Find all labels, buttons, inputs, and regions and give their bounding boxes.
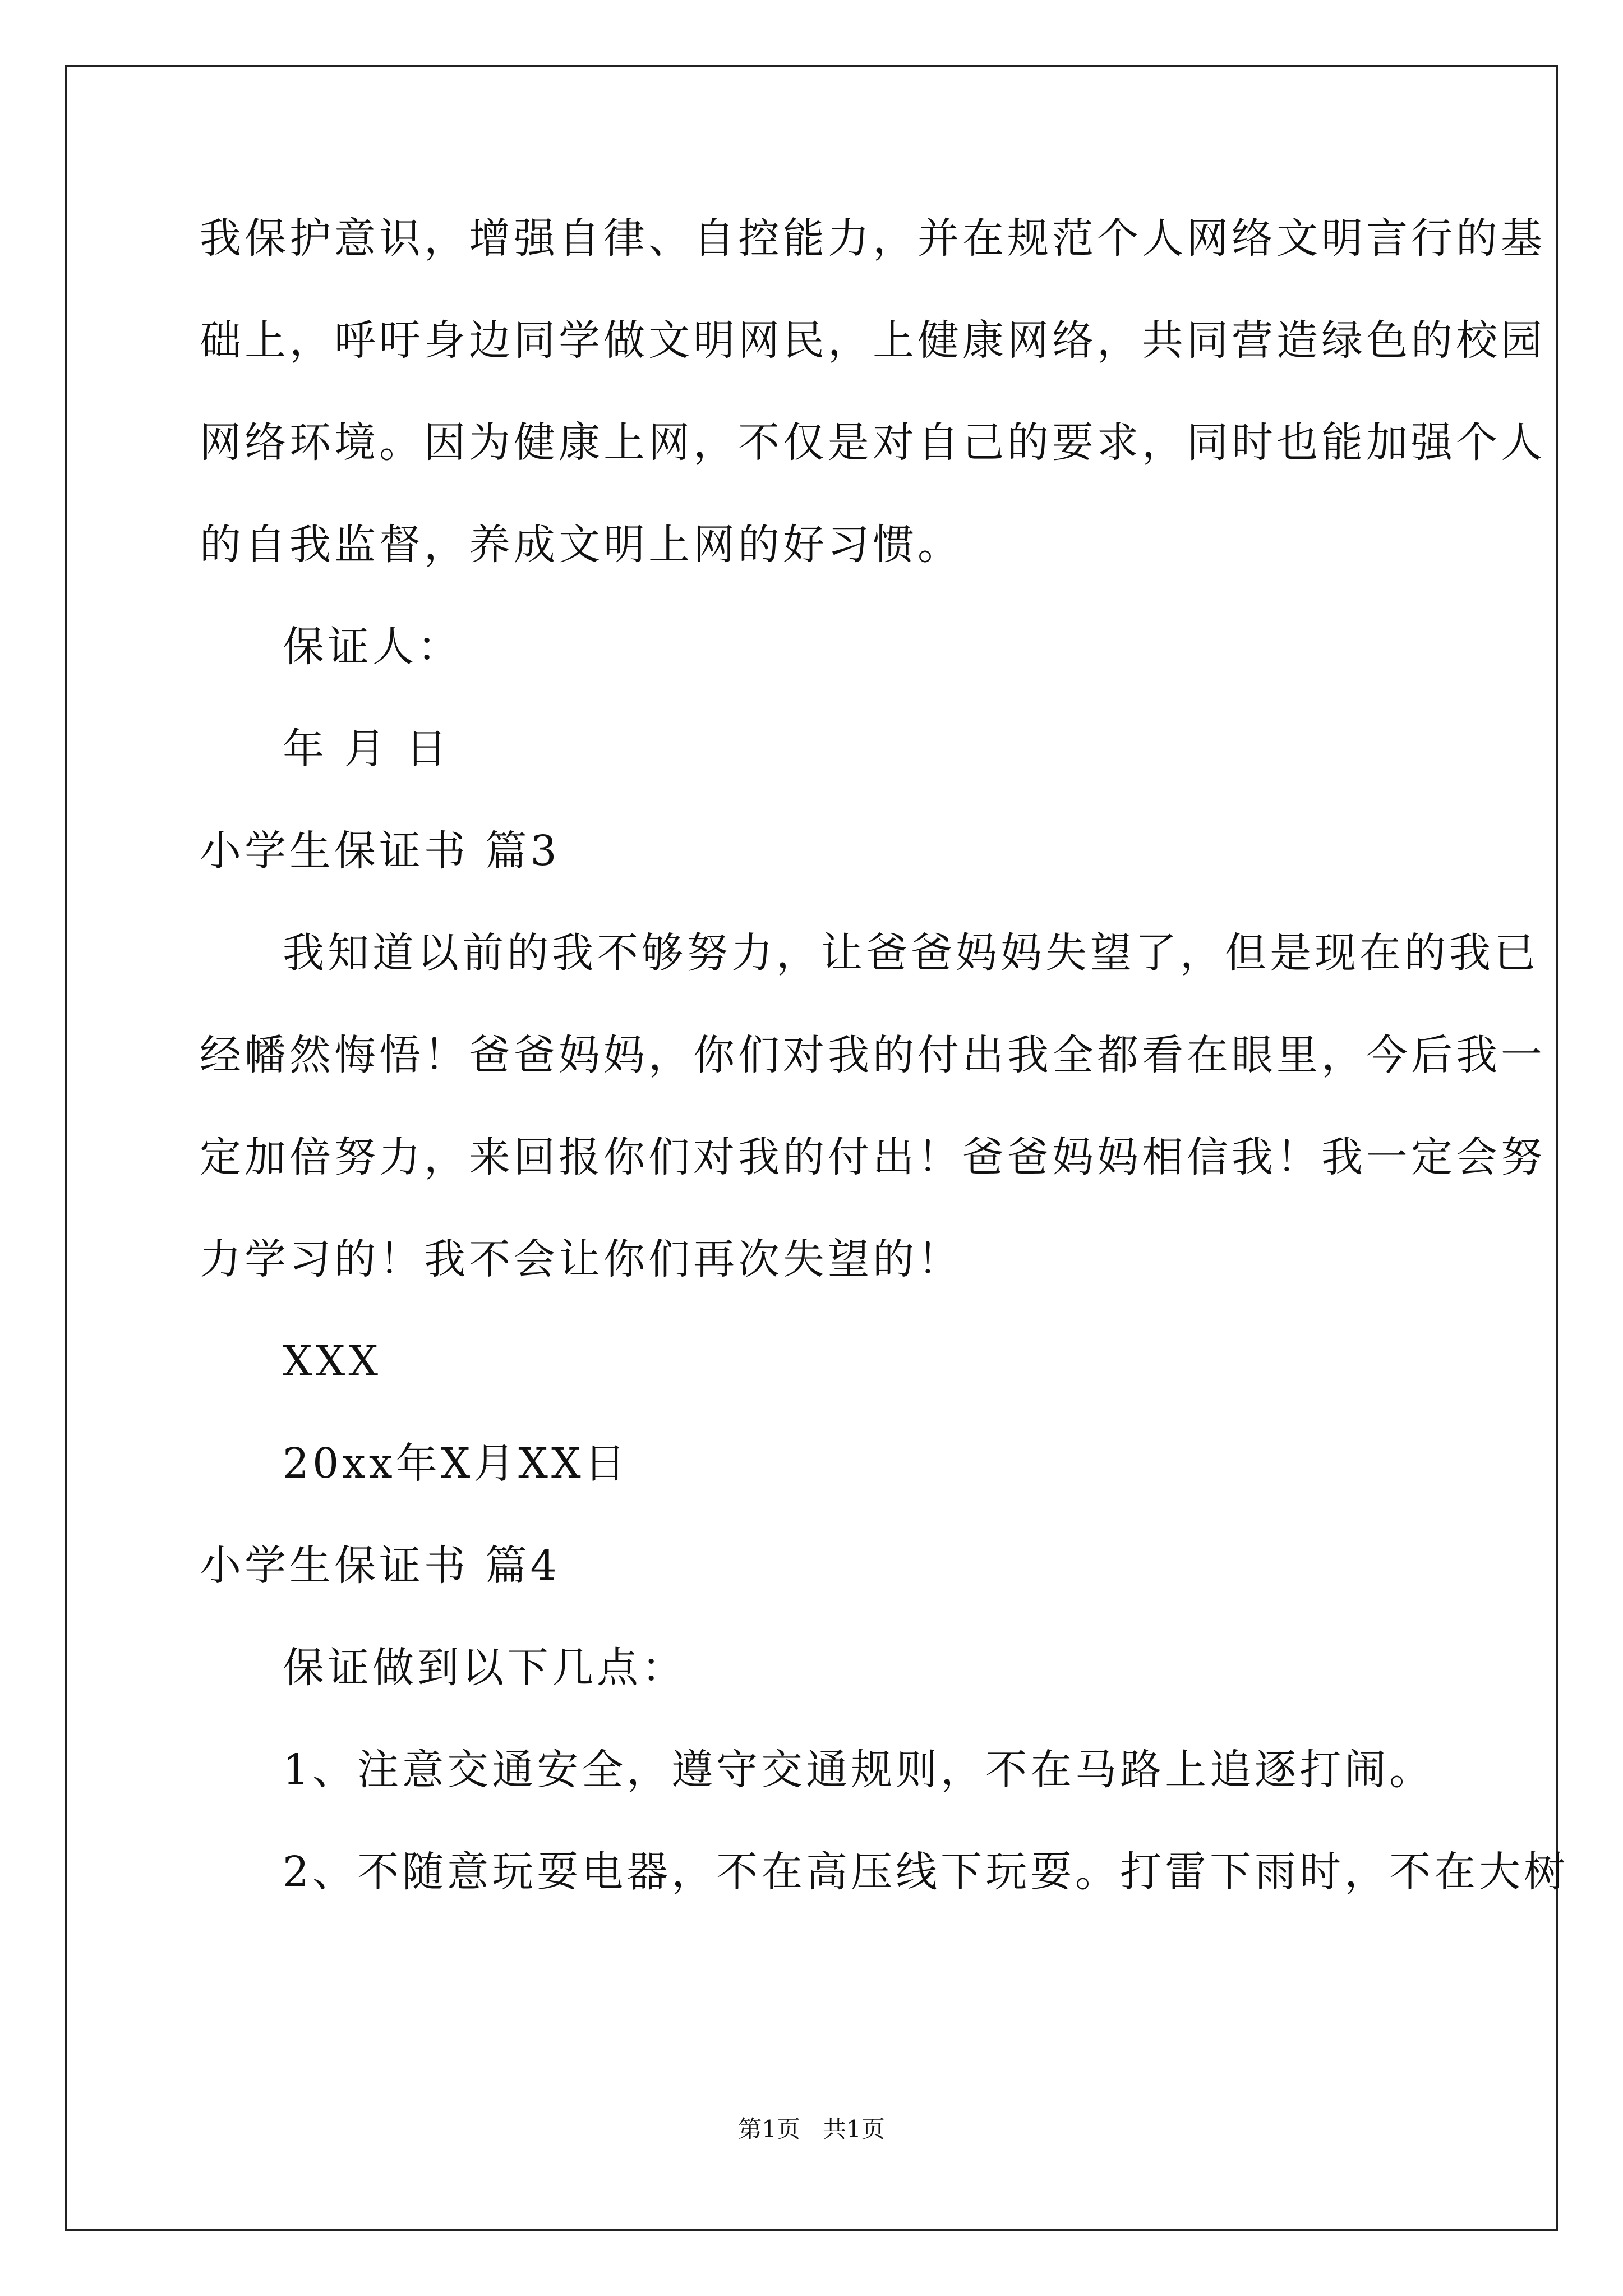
section-heading-4: 小学生保证书 篇4 (200, 1542, 560, 1590)
paragraph-line: 力学习的！我不会让你们再次失望的！ (200, 1235, 962, 1283)
section-heading-3: 小学生保证书 篇3 (200, 827, 560, 875)
signature-date: 20xx年X月XX日 (283, 1439, 629, 1488)
page-footer: 第1页 共1页 (738, 2115, 885, 2143)
paragraph-line: 我知道以前的我不够努力，让爸爸妈妈失望了，但是现在的我已 (283, 929, 1539, 977)
paragraph-line: 础上，呼吁身边同学做文明网民，上健康网络，共同营造绿色的校园 (200, 316, 1546, 365)
paragraph-line: 经幡然悔悟！爸爸妈妈，你们对我的付出我全都看在眼里，今后我一 (200, 1031, 1546, 1079)
list-item: 1、注意交通安全，遵守交通规则，不在马路上追逐打闹。 (283, 1746, 1435, 1794)
paragraph-line: 的自我监督，养成文明上网的好习惯。 (200, 521, 962, 569)
list-item: 2、不随意玩耍电器，不在高压线下玩耍。打雷下雨时，不在大树 (283, 1848, 1569, 1896)
paragraph-line: 网络环境。因为健康上网，不仅是对自己的要求，同时也能加强个人 (200, 418, 1546, 467)
paragraph-line: 我保护意识，增强自律、自控能力，并在规范个人网络文明言行的基 (200, 214, 1546, 263)
list-intro: 保证做到以下几点： (283, 1644, 686, 1692)
signer-label: 保证人： (283, 623, 462, 671)
date-placeholder: 年 月 日 (283, 725, 451, 773)
paragraph-line: 定加倍努力，来回报你们对我的付出！爸爸妈妈相信我！我一定会努 (200, 1133, 1546, 1181)
signer-name: XXX (283, 1337, 382, 1386)
